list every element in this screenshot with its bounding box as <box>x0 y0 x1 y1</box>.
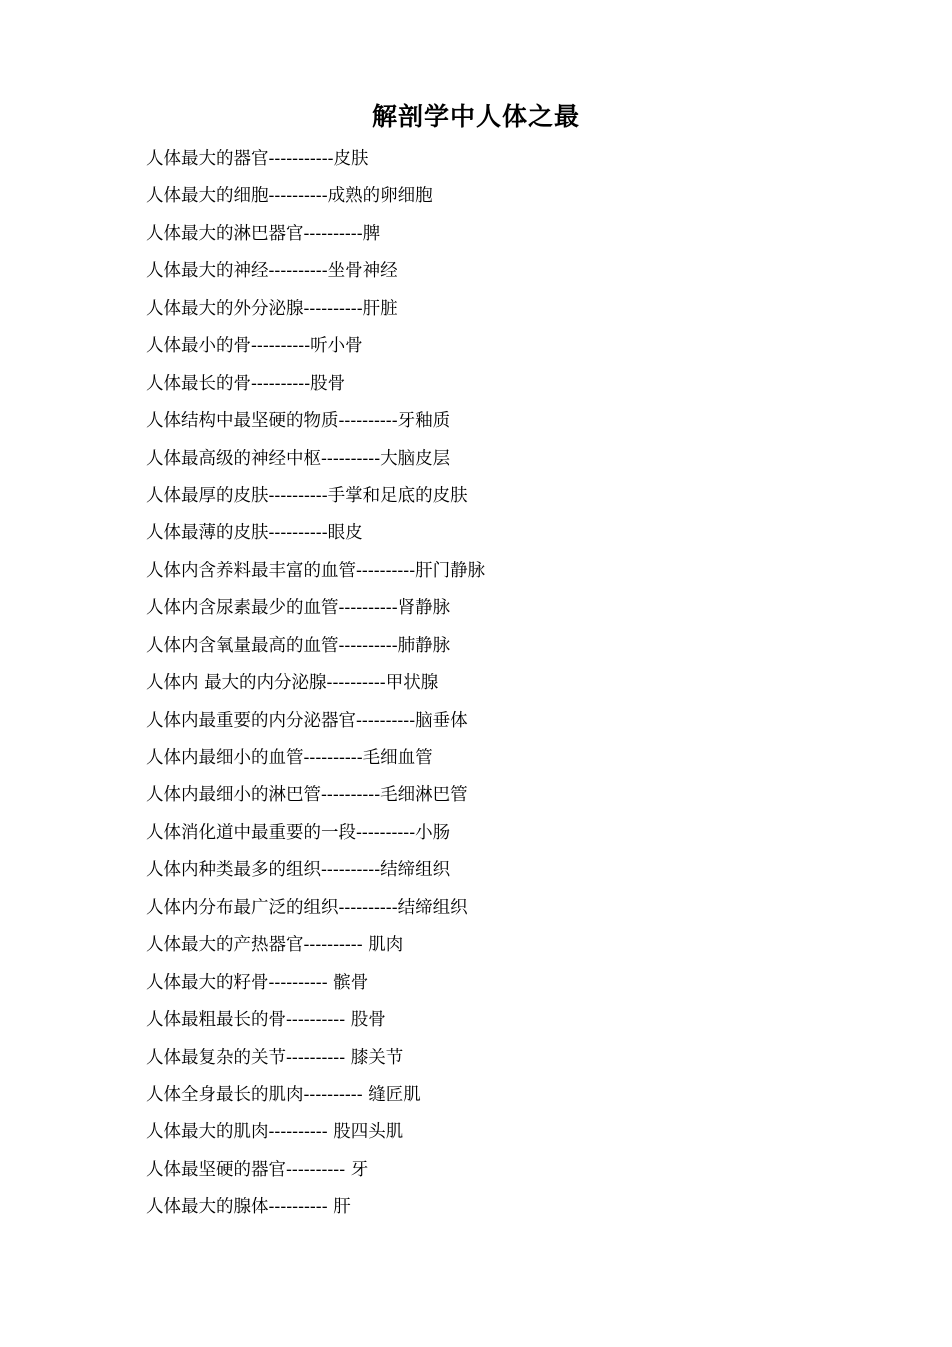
fact-item: 人体内分布最广泛的组织----------结缔组织 <box>146 897 468 918</box>
fact-item: 人体消化道中最重要的一段----------小肠 <box>146 822 451 843</box>
fact-item: 人体内最细小的淋巴管----------毛细淋巴管 <box>146 785 468 806</box>
fact-item: 人体内种类最多的组织----------结缔组织 <box>146 860 451 881</box>
fact-item: 人体最小的骨----------听小骨 <box>146 336 363 357</box>
fact-item: 人体最大的肌肉---------- 股四头肌 <box>146 1122 404 1143</box>
fact-item: 人体最厚的皮肤----------手掌和足底的皮肤 <box>146 485 468 506</box>
fact-item: 人体结构中最坚硬的物质----------牙釉质 <box>146 411 451 432</box>
fact-item: 人体内 最大的内分泌腺----------甲状腺 <box>146 673 439 694</box>
fact-item: 人体内含尿素最少的血管----------肾静脉 <box>146 598 451 619</box>
fact-item: 人体最大的腺体---------- 肝 <box>146 1197 351 1218</box>
fact-item: 人体内最细小的血管----------毛细血管 <box>146 748 433 768</box>
fact-item: 人体最大的淋巴器官----------脾 <box>146 223 381 244</box>
fact-list <box>146 145 866 1231</box>
fact-item: 人体内含氧量最高的血管----------肺静脉 <box>146 635 451 656</box>
fact-item: 人体全身最长的肌肉---------- 缝匠肌 <box>146 1084 421 1105</box>
document-title: 解剖学中人体之最 <box>371 102 580 131</box>
fact-item: 人体内最重要的内分泌器官----------脑垂体 <box>146 710 468 731</box>
fact-item: 人体最长的骨----------股骨 <box>146 373 346 394</box>
fact-item: 人体最薄的皮肤----------眼皮 <box>146 523 363 544</box>
fact-item: 人体最大的籽骨---------- 髌骨 <box>146 972 369 993</box>
fact-item: 人体最粗最长的骨---------- 股骨 <box>146 1010 386 1031</box>
fact-item: 人体最大的外分泌腺----------肝脏 <box>146 298 398 319</box>
fact-item: 人体最大的细胞----------成熟的卵细胞 <box>146 186 433 207</box>
fact-item: 人体最复杂的关节---------- 膝关节 <box>146 1047 404 1068</box>
fact-item: 人体最大的器官-----------皮肤 <box>146 149 369 169</box>
fact-item: 人体最大的产热器官---------- 肌肉 <box>146 935 404 956</box>
fact-item: 人体最大的神经----------坐骨神经 <box>146 261 398 282</box>
fact-item: 人体最坚硬的器官---------- 牙 <box>146 1159 369 1180</box>
fact-item: 人体最高级的神经中枢----------大脑皮层 <box>146 448 451 469</box>
fact-item: 人体内含养料最丰富的血管----------肝门静脉 <box>146 560 486 581</box>
